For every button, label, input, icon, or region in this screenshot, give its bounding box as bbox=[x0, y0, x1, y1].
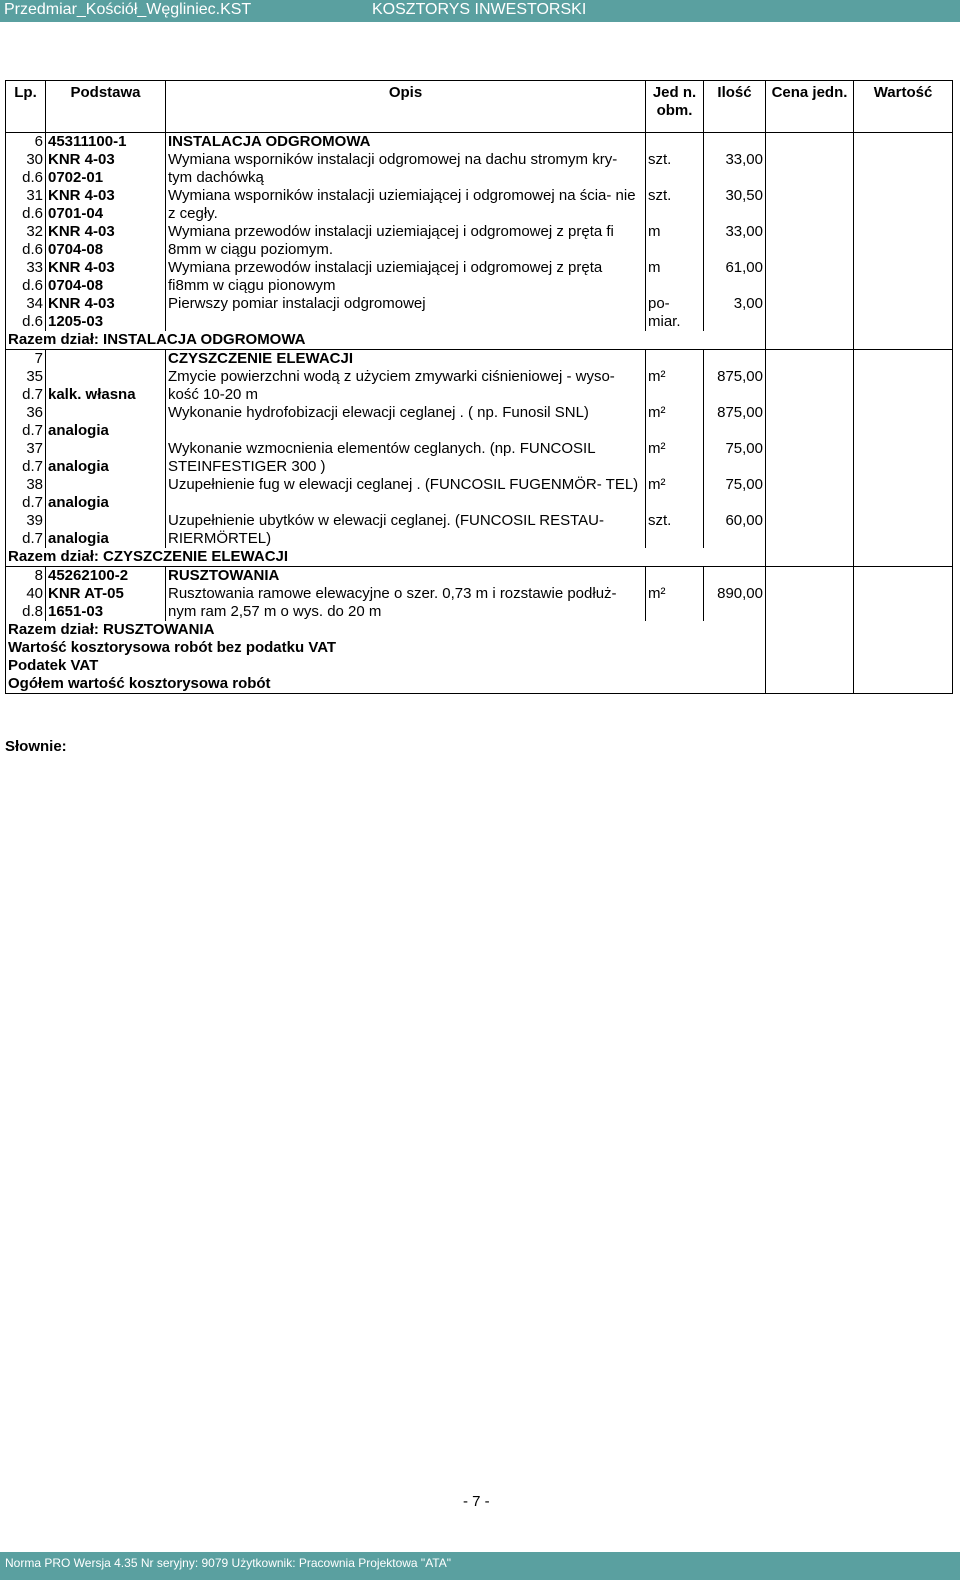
table-row bbox=[6, 259, 953, 295]
row-base bbox=[46, 187, 166, 223]
row-value bbox=[854, 259, 953, 295]
row-price bbox=[766, 440, 854, 476]
row-lp-dzial: d.6 bbox=[22, 169, 43, 186]
row-unit: szt. bbox=[646, 512, 704, 548]
row-lp-dzial: d.7 bbox=[22, 386, 43, 403]
section-summary-label: Razem dział: INSTALACJA ODGROMOWA bbox=[6, 331, 766, 350]
empty-cell bbox=[704, 350, 766, 369]
footer-text: Norma PRO Wersja 4.35 Nr seryjny: 9079 Użytkownik: Pracownia Projektowa "ATA" bbox=[5, 1556, 452, 1570]
empty-cell bbox=[854, 675, 953, 694]
row-base-catalog: KNR AT-05 bbox=[48, 585, 124, 602]
row-qty: 890,00 bbox=[704, 585, 766, 621]
row-value bbox=[854, 476, 953, 512]
table-row bbox=[6, 512, 953, 548]
row-unit: szt. bbox=[646, 187, 704, 223]
row-price bbox=[766, 585, 854, 621]
section-summary bbox=[6, 548, 953, 567]
row-description: Pierwszy pomiar instalacji odgromowej bbox=[166, 295, 646, 331]
row-lp-num: 36 bbox=[26, 404, 43, 421]
row-qty: 3,00 bbox=[704, 295, 766, 331]
empty-cell bbox=[854, 567, 953, 586]
empty-cell bbox=[766, 567, 854, 586]
empty-cell bbox=[766, 657, 854, 675]
row-lp-dzial: d.6 bbox=[22, 241, 43, 258]
row-unit: m² bbox=[646, 585, 704, 621]
total-row bbox=[6, 675, 953, 694]
total-label-gross: Ogółem wartość kosztorysowa robót bbox=[6, 675, 766, 694]
col-podstawa: Podstawa bbox=[46, 81, 166, 133]
row-base-catalog: KNR 4-03 bbox=[48, 151, 115, 168]
row-value bbox=[854, 223, 953, 259]
row-base-catalog: KNR 4-03 bbox=[48, 223, 115, 240]
empty-cell bbox=[854, 133, 953, 152]
empty-cell bbox=[646, 350, 704, 369]
row-price bbox=[766, 512, 854, 548]
row-price bbox=[766, 223, 854, 259]
row-qty: 30,50 bbox=[704, 187, 766, 223]
row-lp bbox=[6, 223, 46, 259]
row-base bbox=[46, 368, 166, 404]
row-lp bbox=[6, 368, 46, 404]
row-lp-num: 33 bbox=[26, 259, 43, 276]
row-lp bbox=[6, 187, 46, 223]
row-qty: 75,00 bbox=[704, 440, 766, 476]
estimate-table bbox=[5, 80, 953, 694]
section-summary-label: Razem dział: RUSZTOWANIA bbox=[6, 621, 766, 639]
row-base bbox=[46, 151, 166, 187]
section-lp: 8 bbox=[6, 567, 46, 586]
row-unit: m bbox=[646, 223, 704, 259]
col-ilosc: Ilość bbox=[704, 81, 766, 133]
row-qty: 875,00 bbox=[704, 404, 766, 440]
table-row bbox=[6, 187, 953, 223]
col-opis: Opis bbox=[166, 81, 646, 133]
section-lp: 6 bbox=[6, 133, 46, 152]
row-description: Wymiana wsporników instalacji odgromowej na dachu stromym kry- tym dachówką bbox=[166, 151, 646, 187]
row-base-item: 0704-08 bbox=[48, 277, 104, 294]
row-unit: szt. bbox=[646, 151, 704, 187]
row-lp-num: 35 bbox=[26, 368, 43, 385]
row-description: Wymiana przewodów instalacji uziemiającej i odgromowej z pręta fi8mm w ciągu pionowym bbox=[166, 259, 646, 295]
col-jedn-label: Jed n. obm. bbox=[652, 84, 697, 119]
row-lp bbox=[6, 476, 46, 512]
header-bar bbox=[0, 0, 960, 22]
row-base-catalog: KNR 4-03 bbox=[48, 259, 115, 276]
row-value bbox=[854, 295, 953, 331]
row-base bbox=[46, 585, 166, 621]
row-base bbox=[46, 259, 166, 295]
row-value bbox=[854, 585, 953, 621]
empty-cell bbox=[854, 639, 953, 657]
row-lp-num: 30 bbox=[26, 151, 43, 168]
empty-cell bbox=[854, 331, 953, 350]
row-base bbox=[46, 512, 166, 548]
table-row bbox=[6, 404, 953, 440]
row-description: Zmycie powierzchni wodą z użyciem zmywarki ciśnieniowej - wyso- kość 10-20 m bbox=[166, 368, 646, 404]
table-row bbox=[6, 476, 953, 512]
row-unit: m bbox=[646, 259, 704, 295]
row-base-catalog bbox=[48, 440, 163, 458]
row-lp-dzial: d.7 bbox=[22, 458, 43, 475]
row-price bbox=[766, 187, 854, 223]
row-unit: po- miar. bbox=[646, 295, 704, 331]
row-description: Uzupełnienie fug w elewacji ceglanej . (FUNCOSIL FUGENMÖR- TEL) bbox=[166, 476, 646, 512]
table-row bbox=[6, 151, 953, 187]
row-lp-dzial: d.6 bbox=[22, 277, 43, 294]
row-qty: 33,00 bbox=[704, 223, 766, 259]
col-jedn bbox=[646, 81, 704, 133]
row-base-catalog bbox=[48, 404, 163, 422]
row-base-item: 1205-03 bbox=[48, 313, 104, 330]
row-value bbox=[854, 512, 953, 548]
table-row bbox=[6, 585, 953, 621]
table-row bbox=[6, 440, 953, 476]
col-cena: Cena jedn. bbox=[766, 81, 854, 133]
row-lp bbox=[6, 259, 46, 295]
row-price bbox=[766, 295, 854, 331]
row-lp bbox=[6, 585, 46, 621]
total-row bbox=[6, 657, 953, 675]
section-code: 45311100-1 bbox=[46, 133, 166, 152]
row-value bbox=[854, 440, 953, 476]
row-unit: m² bbox=[646, 476, 704, 512]
row-price bbox=[766, 404, 854, 440]
row-base-item: 0701-04 bbox=[48, 205, 104, 222]
row-lp-num: 37 bbox=[26, 440, 43, 457]
row-base-catalog bbox=[48, 512, 163, 530]
row-lp-num: 38 bbox=[26, 476, 43, 493]
empty-cell bbox=[766, 350, 854, 369]
section-header bbox=[6, 350, 953, 369]
row-lp bbox=[6, 512, 46, 548]
row-lp-dzial: d.7 bbox=[22, 530, 43, 547]
section-code: 45262100-2 bbox=[46, 567, 166, 586]
row-lp bbox=[6, 295, 46, 331]
row-description: Wykonanie hydrofobizacji elewacji ceglanej . ( np. Funosil SNL) bbox=[166, 404, 646, 440]
row-lp-num: 40 bbox=[26, 585, 43, 602]
section-summary bbox=[6, 331, 953, 350]
row-lp bbox=[6, 440, 46, 476]
row-base-item: 0702-01 bbox=[48, 169, 104, 186]
section-title: INSTALACJA ODGROMOWA bbox=[166, 133, 646, 152]
section-summary bbox=[6, 621, 953, 639]
total-row bbox=[6, 639, 953, 657]
row-description: Wymiana przewodów instalacji uziemiającej i odgromowej z pręta fi 8mm w ciągu poziomym. bbox=[166, 223, 646, 259]
empty-cell bbox=[854, 621, 953, 639]
row-lp-num: 32 bbox=[26, 223, 43, 240]
section-header bbox=[6, 133, 953, 152]
row-description: Wymiana wsporników instalacji uziemiającej i odgromowej na ścia- nie z cegły. bbox=[166, 187, 646, 223]
row-lp-num: 31 bbox=[26, 187, 43, 204]
table-row bbox=[6, 295, 953, 331]
section-code bbox=[46, 350, 166, 369]
row-base-item: analogia bbox=[48, 494, 109, 511]
row-base-item: analogia bbox=[48, 530, 109, 547]
table-body bbox=[6, 133, 953, 694]
row-lp-dzial: d.7 bbox=[22, 494, 43, 511]
row-unit: m² bbox=[646, 404, 704, 440]
row-lp bbox=[6, 151, 46, 187]
row-lp-dzial: d.6 bbox=[22, 313, 43, 330]
row-price bbox=[766, 476, 854, 512]
empty-cell bbox=[766, 133, 854, 152]
row-base-catalog bbox=[48, 476, 163, 494]
total-label-net: Wartość kosztorysowa robót bez podatku VAT bbox=[6, 639, 766, 657]
row-qty: 60,00 bbox=[704, 512, 766, 548]
row-base bbox=[46, 404, 166, 440]
table-row bbox=[6, 223, 953, 259]
section-lp: 7 bbox=[6, 350, 46, 369]
empty-cell bbox=[854, 548, 953, 567]
row-description: Wykonanie wzmocnienia elementów ceglanych. (np. FUNCOSIL STEINFESTIGER 300 ) bbox=[166, 440, 646, 476]
empty-cell bbox=[854, 657, 953, 675]
row-base bbox=[46, 295, 166, 331]
row-price bbox=[766, 368, 854, 404]
document-title: KOSZTORYS INWESTORSKI bbox=[372, 1, 587, 18]
empty-cell bbox=[646, 133, 704, 152]
empty-cell bbox=[766, 331, 854, 350]
row-base bbox=[46, 476, 166, 512]
row-base bbox=[46, 440, 166, 476]
row-price bbox=[766, 151, 854, 187]
empty-cell bbox=[766, 548, 854, 567]
row-base-catalog bbox=[48, 368, 163, 386]
row-value bbox=[854, 187, 953, 223]
row-unit: m² bbox=[646, 440, 704, 476]
col-wartosc: Wartość bbox=[854, 81, 953, 133]
row-base-item: 0704-08 bbox=[48, 241, 104, 258]
empty-cell bbox=[704, 133, 766, 152]
row-lp-num: 34 bbox=[26, 295, 43, 312]
row-qty: 875,00 bbox=[704, 368, 766, 404]
table-header bbox=[6, 81, 953, 133]
empty-cell bbox=[646, 567, 704, 586]
col-lp: Lp. bbox=[6, 81, 46, 133]
section-header bbox=[6, 567, 953, 586]
row-price bbox=[766, 259, 854, 295]
empty-cell bbox=[766, 675, 854, 694]
row-base-catalog: KNR 4-03 bbox=[48, 295, 115, 312]
row-base bbox=[46, 223, 166, 259]
row-lp-dzial: d.6 bbox=[22, 205, 43, 222]
row-base-item: analogia bbox=[48, 422, 109, 439]
row-lp bbox=[6, 404, 46, 440]
row-qty: 61,00 bbox=[704, 259, 766, 295]
row-base-catalog: KNR 4-03 bbox=[48, 187, 115, 204]
row-qty: 75,00 bbox=[704, 476, 766, 512]
row-unit: m² bbox=[646, 368, 704, 404]
row-base-item: 1651-03 bbox=[48, 603, 104, 620]
empty-cell bbox=[704, 567, 766, 586]
empty-cell bbox=[854, 350, 953, 369]
total-label-vat: Podatek VAT bbox=[6, 657, 766, 675]
empty-cell bbox=[766, 639, 854, 657]
section-summary-label: Razem dział: CZYSZCZENIE ELEWACJI bbox=[6, 548, 766, 567]
row-value bbox=[854, 404, 953, 440]
empty-cell bbox=[766, 621, 854, 639]
row-lp-dzial: d.7 bbox=[22, 422, 43, 439]
section-title: CZYSZCZENIE ELEWACJI bbox=[166, 350, 646, 369]
slownie-label: Słownie: bbox=[5, 738, 67, 755]
row-value bbox=[854, 151, 953, 187]
row-description: Rusztowania ramowe elewacyjne o szer. 0,73 m i rozstawie podłuż- nym ram 2,57 m o wys. do 20 m bbox=[166, 585, 646, 621]
row-qty: 33,00 bbox=[704, 151, 766, 187]
page-number: - 7 - bbox=[463, 1493, 490, 1510]
table-row bbox=[6, 368, 953, 404]
row-description: Uzupełnienie ubytków w elewacji ceglanej. (FUNCOSIL RESTAU- RIERMÖRTEL) bbox=[166, 512, 646, 548]
row-value bbox=[854, 368, 953, 404]
row-base-item: kalk. własna bbox=[48, 386, 136, 403]
section-title: RUSZTOWANIA bbox=[166, 567, 646, 586]
row-lp-num: 39 bbox=[26, 512, 43, 529]
row-lp-dzial: d.8 bbox=[22, 603, 43, 620]
file-name: Przedmiar_Kościół_Węgliniec.KST bbox=[4, 1, 252, 18]
row-base-item: analogia bbox=[48, 458, 109, 475]
